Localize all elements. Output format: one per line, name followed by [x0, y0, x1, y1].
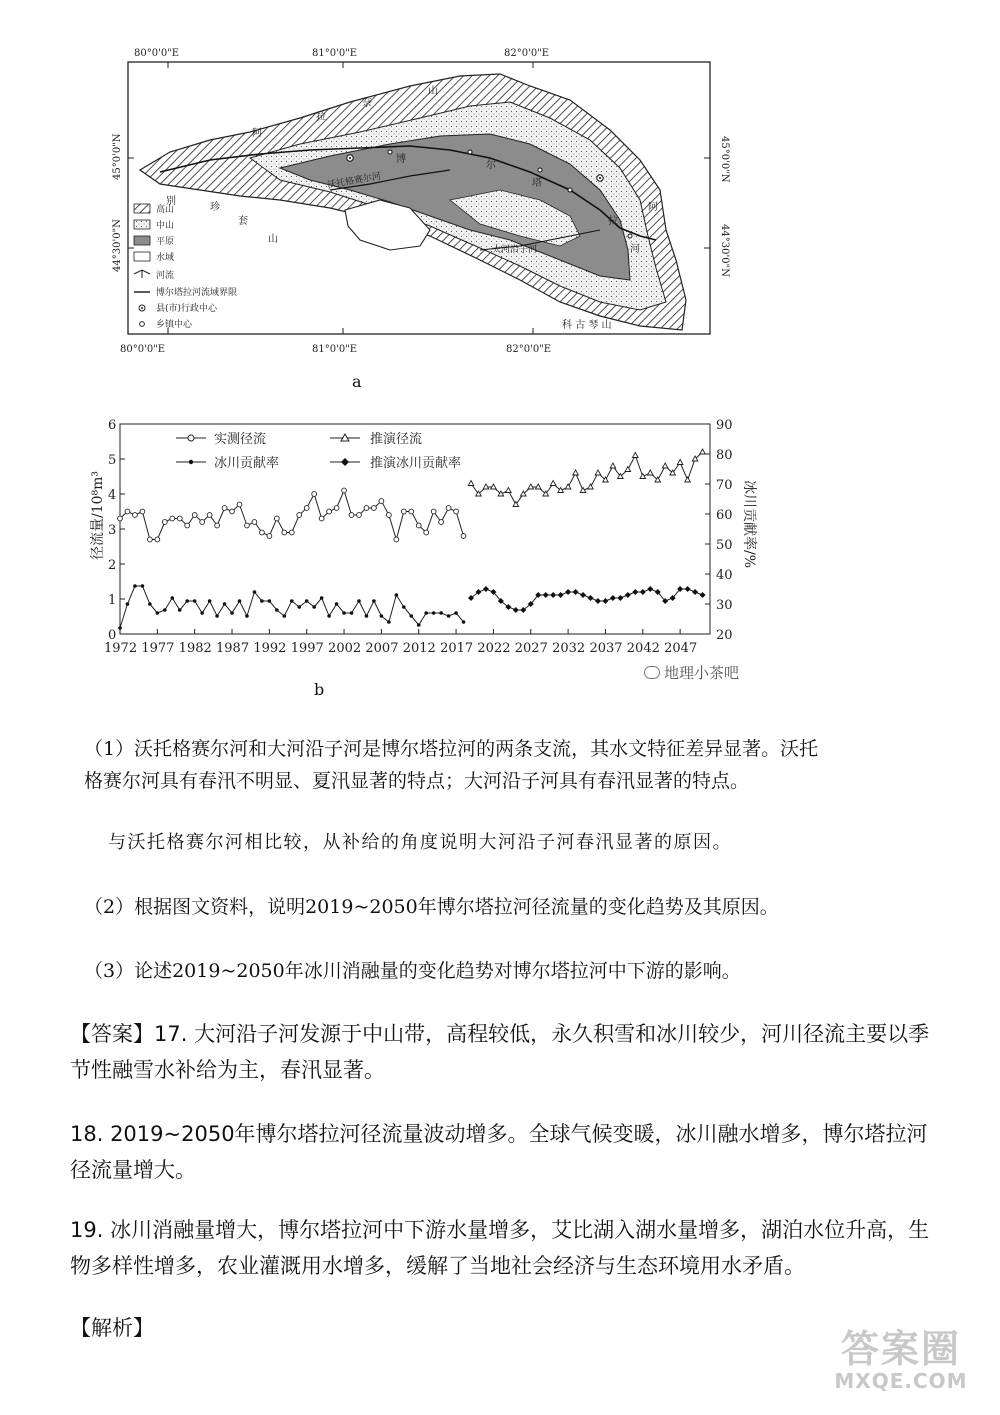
data-point-series-1 [200, 520, 205, 525]
data-point-series-3 [163, 608, 167, 612]
data-point-series-3 [193, 599, 197, 603]
data-point-series-1 [118, 516, 123, 521]
data-point-series-1 [147, 537, 152, 542]
data-point-series-1 [409, 509, 414, 514]
data-point-series-4 [692, 589, 698, 595]
data-point-series-1 [297, 513, 302, 518]
data-point-series-2 [700, 449, 706, 454]
coord-top-1: 80°0'0"E [134, 48, 180, 59]
data-point-series-3 [268, 599, 272, 603]
x-tick-label: 1982 [178, 641, 212, 656]
coord-top-2: 81°0'0"E [312, 48, 358, 59]
svg-text:县(市)行政中心: 县(市)行政中心 [156, 304, 218, 314]
data-point-series-4 [573, 589, 579, 595]
data-point-series-3 [148, 602, 152, 606]
data-point-series-4 [700, 592, 706, 598]
label-bo: 博 [396, 154, 406, 165]
y-axis-right [705, 418, 733, 643]
label-shan1: 山 [428, 86, 438, 97]
x-tick-label: 2027 [514, 641, 548, 656]
data-point-series-3 [185, 599, 189, 603]
x-tick-label: 1987 [216, 641, 250, 656]
label-tai2: 套 [238, 216, 248, 227]
y-right-tick-label: 40 [716, 568, 733, 583]
label-a2: 阿 [648, 202, 658, 213]
data-point-series-2 [565, 484, 571, 489]
x-axis [104, 629, 697, 656]
data-point-series-3 [439, 611, 443, 615]
data-point-series-3 [365, 614, 369, 618]
data-point-series-3 [350, 611, 354, 615]
data-point-series-3 [432, 611, 436, 615]
data-point-series-4 [543, 592, 549, 598]
runoff-chart [80, 410, 760, 660]
data-point-series-3 [297, 605, 301, 609]
y-right-tick-label: 80 [716, 448, 733, 463]
data-point-series-1 [162, 520, 167, 525]
figure-b-label: b [314, 680, 325, 699]
site-watermark [826, 1318, 976, 1393]
data-point-series-3 [305, 599, 309, 603]
coord-right-1: 45°0'0"N [719, 136, 730, 183]
data-point-series-1 [245, 523, 250, 528]
data-point-series-3 [424, 611, 428, 615]
x-tick-label: 2002 [328, 641, 362, 656]
coord-top-3: 82°0'0"E [504, 48, 550, 59]
data-point-series-2 [610, 463, 616, 468]
data-point-series-1 [133, 513, 138, 518]
wechat-icon [644, 666, 660, 679]
data-point-series-3 [372, 599, 376, 603]
x-tick-label: 2032 [552, 641, 586, 656]
data-point-series-3 [409, 614, 413, 618]
coord-bottom-3: 82°0'0"E [506, 344, 552, 355]
basin-map [100, 40, 740, 360]
y-right-tick-label: 20 [716, 628, 733, 643]
data-point-series-1 [319, 516, 324, 521]
x-tick-label: 2037 [589, 641, 623, 656]
data-point-series-1 [357, 513, 362, 518]
data-point-series-1 [342, 488, 347, 493]
y-tick-label: 3 [108, 523, 117, 538]
data-point-series-1 [372, 506, 377, 511]
x-tick-label: 1992 [253, 641, 287, 656]
legend-projected: 推演径流 [370, 432, 423, 447]
svg-text:中山: 中山 [156, 221, 175, 231]
label-wotuogesaier: 沃托格赛尔河 [326, 171, 382, 191]
label-bie: 别 [166, 196, 176, 207]
data-point-series-1 [304, 506, 309, 511]
y-tick-label: 5 [108, 453, 117, 468]
series-line-3 [120, 586, 464, 628]
label-ta: 塔 [532, 178, 542, 189]
x-tick-label: 2007 [365, 641, 399, 656]
answer-19: 19. 冰川消融量增大，博尔塔拉河中下游水量增多，艾比湖入湖水量增多，湖泊水位升高，生物多样性增多，农业灌溉用水增多，缓解了当地社会经济与生态环境用水矛盾。 [70, 1218, 930, 1278]
data-point-series-1 [282, 530, 287, 535]
label-kegu: 科 古 琴 山 [562, 320, 612, 331]
data-point-series-1 [140, 509, 145, 514]
data-point-series-3 [208, 599, 212, 603]
data-point-series-1 [364, 506, 369, 511]
data-point-series-3 [200, 611, 204, 615]
data-point-series-1 [170, 516, 175, 521]
svg-text:乡镇中心: 乡镇中心 [156, 320, 193, 330]
data-point-series-4 [513, 607, 519, 613]
data-point-series-2 [506, 488, 512, 493]
data-point-series-3 [312, 605, 316, 609]
data-point-series-1 [274, 516, 279, 521]
data-point-series-3 [290, 599, 294, 603]
data-point-series-3 [141, 584, 145, 588]
data-point-series-1 [185, 523, 190, 528]
label-zhen: 珍 [210, 202, 220, 213]
question-1-line2: 格赛尔河具有春汛不明显、夏汛显著的特点；大河沿子河具有春汛显著的特点。 [84, 770, 750, 792]
data-point-series-1 [289, 530, 294, 535]
y-axis-title: 径流量/10⁸m³ [90, 470, 106, 560]
label-shan2: 山 [268, 234, 278, 245]
data-point-series-1 [446, 506, 451, 511]
data-point-series-3 [230, 611, 234, 615]
data-point-series-4 [685, 586, 691, 592]
data-point-series-3 [215, 614, 219, 618]
data-point-series-1 [454, 509, 459, 514]
series-layer [118, 449, 706, 630]
coord-left-1: 45°0'0"N [112, 133, 123, 180]
data-point-series-4 [565, 589, 571, 595]
data-point-series-4 [647, 586, 653, 592]
data-point-series-1 [424, 530, 429, 535]
data-point-series-3 [320, 596, 324, 600]
x-tick-label: 1972 [104, 641, 138, 656]
site-logo: 答案圈 [840, 1327, 961, 1371]
data-point-series-1 [215, 523, 220, 528]
data-point-series-4 [483, 586, 489, 592]
data-point-series-2 [647, 470, 653, 475]
data-point-series-3 [118, 626, 122, 630]
data-point-series-1 [334, 506, 339, 511]
legend-glacier: 冰川贡献率 [214, 456, 280, 471]
question-2: （2）根据图文资料，说明2019~2050年博尔塔拉河径流量的变化趋势及其原因。 [84, 896, 779, 918]
svg-text:河流: 河流 [156, 271, 175, 281]
data-point-series-3 [133, 584, 137, 588]
data-point-series-3 [380, 614, 384, 618]
data-point-series-4 [558, 592, 564, 598]
y-right-tick-label: 70 [716, 478, 733, 493]
data-point-series-1 [207, 513, 212, 518]
x-tick-label: 2012 [402, 641, 436, 656]
label-dahe: 大河沿子河 [492, 245, 538, 255]
data-point-series-1 [267, 534, 272, 539]
data-point-series-4 [595, 598, 601, 604]
y-axis-right-title: 冰川贡献率/% [741, 480, 757, 569]
coord-right-2: 44°30'0"N [719, 224, 730, 277]
data-point-series-4 [580, 592, 586, 598]
label-la: 拉 [316, 112, 326, 123]
y-axis-left [108, 418, 125, 643]
figure-a-label: a [352, 372, 362, 391]
answer-17: 【答案】17. 大河沿子河发源于中山带，高程较低，永久积雪和冰川较少，河川径流主要以季节性融雪水补给为主，春汛显著。 [70, 1022, 930, 1082]
data-point-series-3 [447, 614, 451, 618]
data-point-series-2 [595, 470, 601, 475]
data-point-series-2 [677, 460, 683, 465]
data-point-series-3 [223, 602, 227, 606]
data-point-series-2 [573, 470, 579, 475]
analysis-tag: 【解析】 [70, 1316, 154, 1340]
data-point-series-3 [178, 608, 182, 612]
question-1-sub: 与沃托格赛尔河相比较，从补给的角度说明大河沿子河春汛显著的原因。 [108, 832, 732, 853]
data-point-series-4 [610, 595, 616, 601]
data-point-series-3 [327, 614, 331, 618]
data-point-series-1 [379, 499, 384, 504]
data-point-series-1 [386, 513, 391, 518]
data-point-series-3 [454, 611, 458, 615]
town-center [388, 150, 392, 154]
data-point-series-1 [401, 509, 406, 514]
data-point-series-3 [170, 596, 174, 600]
x-tick-label: 1977 [141, 641, 175, 656]
coord-left-2: 44°30'0"N [112, 219, 123, 272]
question-3: （3）论述2019~2050年冰川消融量的变化趋势对博尔塔拉河中下游的影响。 [84, 960, 741, 982]
x-tick-label: 2042 [626, 641, 660, 656]
series-line-2 [471, 452, 703, 505]
svg-text:博尔塔拉河流域界限: 博尔塔拉河流域界限 [156, 288, 238, 298]
data-point-series-1 [230, 509, 235, 514]
data-point-series-4 [602, 598, 608, 604]
coord-bottom-2: 81°0'0"E [312, 344, 358, 355]
y-tick-label: 0 [108, 628, 117, 643]
data-point-series-2 [468, 481, 474, 486]
data-point-series-2 [625, 467, 631, 472]
svg-text:平原: 平原 [156, 237, 175, 247]
data-point-series-1 [416, 523, 421, 528]
data-point-series-2 [685, 477, 691, 482]
data-point-series-3 [417, 623, 421, 627]
data-point-series-3 [395, 593, 399, 597]
y-right-tick-label: 60 [716, 508, 733, 523]
data-point-series-4 [625, 592, 631, 598]
data-point-series-3 [387, 620, 391, 624]
y-tick-label: 2 [108, 558, 117, 573]
x-tick-label: 2017 [440, 641, 474, 656]
data-point-series-3 [402, 605, 406, 609]
data-point-series-1 [259, 530, 264, 535]
data-point-series-3 [283, 614, 287, 618]
data-point-series-4 [632, 589, 638, 595]
x-tick-label: 1997 [290, 641, 324, 656]
data-point-series-1 [439, 520, 444, 525]
data-point-series-3 [238, 599, 242, 603]
data-point-series-3 [462, 620, 466, 624]
data-point-series-1 [431, 509, 436, 514]
chart-legend [176, 431, 461, 471]
legend-projected-glacier: 推演冰川贡献率 [370, 456, 462, 471]
data-point-series-4 [640, 589, 646, 595]
label-er: 尔 [486, 160, 496, 171]
data-point-series-1 [312, 492, 317, 497]
data-point-series-1 [349, 513, 354, 518]
y-right-tick-label: 50 [716, 538, 733, 553]
answer-tag: 【答案】 [70, 1022, 154, 1046]
label-la2: 拉 [608, 216, 618, 227]
data-point-series-2 [633, 453, 639, 458]
label-tai: 奈 [362, 98, 372, 109]
data-point-series-4 [550, 592, 556, 598]
data-point-series-4 [588, 595, 594, 601]
svg-text:水域: 水域 [156, 253, 175, 263]
x-tick-label: 2022 [477, 641, 511, 656]
data-point-series-2 [588, 484, 594, 489]
data-point-series-2 [662, 463, 668, 468]
answer-18: 18. 2019~2050年博尔塔拉河径流量波动增多。全球气候变暖，冰川融水增多，博尔塔拉河径流量增大。 [70, 1122, 928, 1182]
coord-bottom-1: 80°0'0"E [120, 344, 166, 355]
data-point-series-3 [126, 602, 130, 606]
data-point-series-1 [222, 506, 227, 511]
label-a1: 阿 [252, 128, 262, 139]
label-he: 河 [630, 244, 640, 255]
data-point-series-1 [252, 520, 257, 525]
data-point-series-1 [394, 537, 399, 542]
y-tick-label: 6 [108, 418, 117, 433]
legend-observed: 实测径流 [214, 432, 267, 447]
data-point-series-1 [125, 509, 130, 514]
data-point-series-3 [245, 614, 249, 618]
data-point-series-3 [342, 611, 346, 615]
data-point-series-3 [260, 599, 264, 603]
data-point-series-4 [617, 595, 623, 601]
y-tick-label: 4 [108, 488, 117, 503]
data-point-series-1 [192, 513, 197, 518]
y-right-tick-label: 90 [716, 418, 733, 433]
data-point-series-3 [156, 611, 160, 615]
wechat-watermark: 地理小茶吧 [644, 662, 739, 683]
y-tick-label: 1 [108, 593, 117, 608]
data-point-series-2 [550, 481, 556, 486]
data-point-series-1 [237, 502, 242, 507]
data-point-series-1 [461, 534, 466, 539]
y-right-tick-label: 30 [716, 598, 733, 613]
data-point-series-3 [357, 599, 361, 603]
data-point-series-3 [275, 608, 279, 612]
data-point-series-1 [155, 537, 160, 542]
data-point-series-3 [253, 590, 257, 594]
svg-text:高山: 高山 [156, 205, 175, 215]
site-url: MXQE.COM [834, 1369, 968, 1393]
question-1-line1: （1）沃托格赛尔河和大河沿子河是博尔塔拉河的两条支流，其水文特征差异显著。沃托 [84, 738, 819, 760]
x-tick-label: 2047 [664, 641, 698, 656]
data-point-series-1 [177, 516, 182, 521]
data-point-series-3 [335, 602, 339, 606]
data-point-series-1 [327, 509, 332, 514]
